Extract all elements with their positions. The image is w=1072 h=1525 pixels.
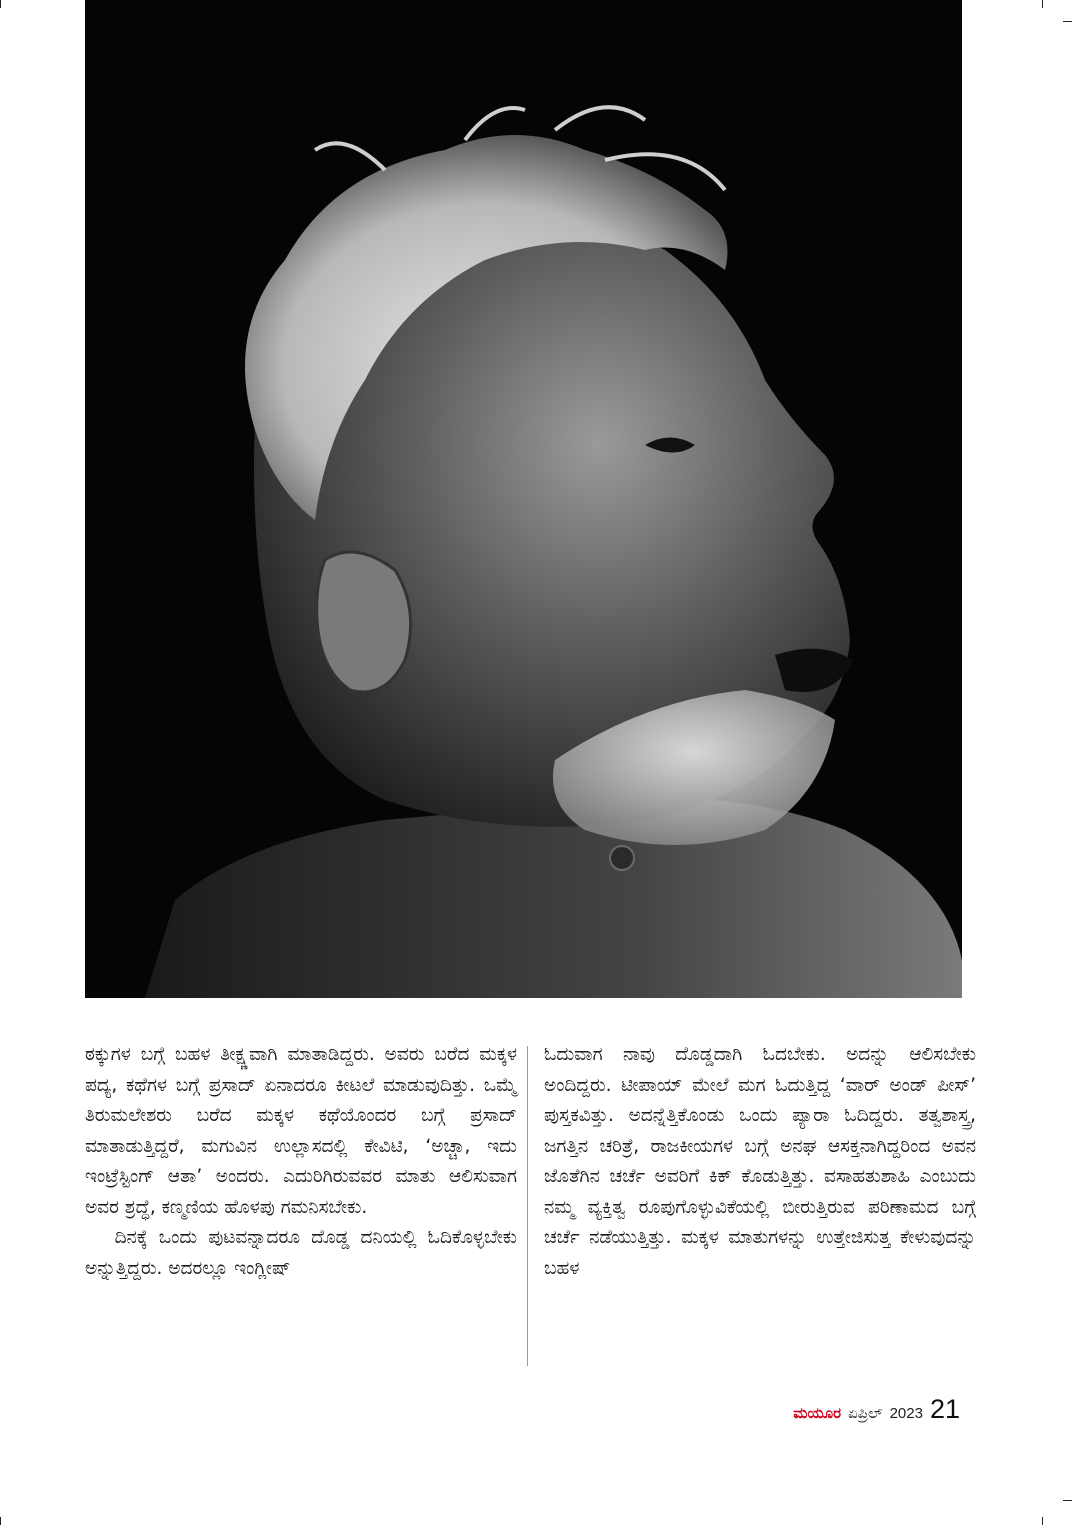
issue-month: ಏಪ್ರಿಲ್ bbox=[848, 1404, 883, 1422]
paragraph: ಓದುವಾಗ ನಾವು ದೊಡ್ಡದಾಗಿ ಓದಬೇಕು. ಅದನ್ನು ಆಲಿಸಬೇಕು ಅಂದಿದ್ದರು. ಟೀಪಾಯ್ ಮೇಲೆ ಮಗ ಓದುತ್ತಿದ್ದ ‘ವಾರ್ ಅಂಡ್ ಪೀಸ್’ ಪುಸ್ತಕವಿತ್ತು. ಅದನ್ನೆತ್ತಿಕೊಂಡು ಒಂದು ಪ್ಯಾರಾ ಓದಿದ್ದರು. ತತ್ವಶಾಸ್ತ್ರ, ಜಗತ್ತಿನ ಚರಿತ್ರೆ, ರಾಜಕೀಯಗಳ ಬಗ್ಗೆ ಅನಘ ಆಸಕ್ತನಾಗಿದ್ದರಿಂದ ಅವನ ಜೊತೆಗಿನ ಚರ್ಚೆ ಅವರಿಗೆ ಕಿಕ್ ಕೊಡುತ್ತಿತ್ತು. ವಸಾಹತುಶಾಹಿ ಎಂಬುದು ನಮ್ಮ ವ್ಯಕ್ತಿತ್ವ ರೂಪುಗೊಳ್ಳುವಿಕೆಯಲ್ಲಿ ಬೀರುತ್ತಿರುವ ಪರಿಣಾಮದ ಬಗ್ಗೆ ಚರ್ಚೆ ನಡೆಯುತ್ತಿತ್ತು. ಮಕ್ಕಳ ಮಾತುಗಳನ್ನು ಉತ್ತೇಜಿಸುತ್ತ ಕೇಳುವುದನ್ನು ಬಹಳ bbox=[544, 1044, 976, 1279]
issue-year: 2023 bbox=[889, 1405, 923, 1422]
crop-mark-bottom-right bbox=[1042, 1517, 1043, 1525]
article-column-right bbox=[544, 1040, 976, 1284]
paragraph: ಠಕ್ಕುಗಳ ಬಗ್ಗೆ ಬಹಳ ತೀಕ್ಷ್ಣವಾಗಿ ಮಾತಾಡಿದ್ದರು. ಅವರು ಬರೆದ ಮಕ್ಕಳ ಪದ್ಯ, ಕಥೆಗಳ ಬಗ್ಗೆ ಪ್ರಸಾದ್ ಏನಾದರೂ ಕೀಟಲೆ ಮಾಡುವುದಿತ್ತು. ಒಮ್ಮೆ ತಿರುಮಲೇಶರು ಬರೆದ ಮಕ್ಕಳ ಕಥೆಯೊಂದರ ಬಗ್ಗೆ ಪ್ರಸಾದ್ ಮಾತಾಡುತ್ತಿದ್ದರೆ, ಮಗುವಿನ ಉಲ್ಲಾಸದಲ್ಲಿ ಕೇವಿಟಿ, ‘ಅಚ್ಚಾ, ಇದು ಇಂಟ್ರೆಸ್ಟಿಂಗ್ ಆತಾ’ ಅಂದರು. ಎದುರಿಗಿರುವವರ ಮಾತು ಆಲಿಸುವಾಗ ಅವರ ಶ್ರದ್ಧೆ, ಕಣ್ಮಣಿಯ ಹೊಳಪು ಗಮನಿಸಬೇಕು. bbox=[85, 1044, 517, 1218]
page-footer bbox=[793, 1394, 960, 1428]
crop-mark-right-lower bbox=[1063, 1500, 1072, 1501]
crop-mark-top-right bbox=[1042, 0, 1043, 8]
crop-mark-top-left bbox=[0, 0, 1, 8]
paragraph: ದಿನಕ್ಕೆ ಒಂದು ಪುಟವನ್ನಾದರೂ ದೊಡ್ಡ ದನಿಯಲ್ಲಿ ಓದಿಕೊಳ್ಳಬೇಕು ಅನ್ನುತ್ತಿದ್ದರು. ಅದರಲ್ಲೂ ಇಂಗ್ಲೀಷ್ bbox=[85, 1227, 517, 1279]
crop-mark-bottom-left bbox=[0, 1517, 1, 1525]
column-divider bbox=[527, 1046, 528, 1366]
portrait-illustration bbox=[85, 0, 962, 998]
shirt-button bbox=[610, 846, 634, 870]
crop-mark-right-upper bbox=[1063, 21, 1072, 22]
page-number: 21 bbox=[929, 1394, 960, 1424]
magazine-brand: ಮಯೂರ bbox=[793, 1404, 842, 1422]
ear-shape bbox=[317, 552, 411, 692]
portrait-photo bbox=[85, 0, 962, 998]
article-column-left bbox=[85, 1040, 517, 1284]
